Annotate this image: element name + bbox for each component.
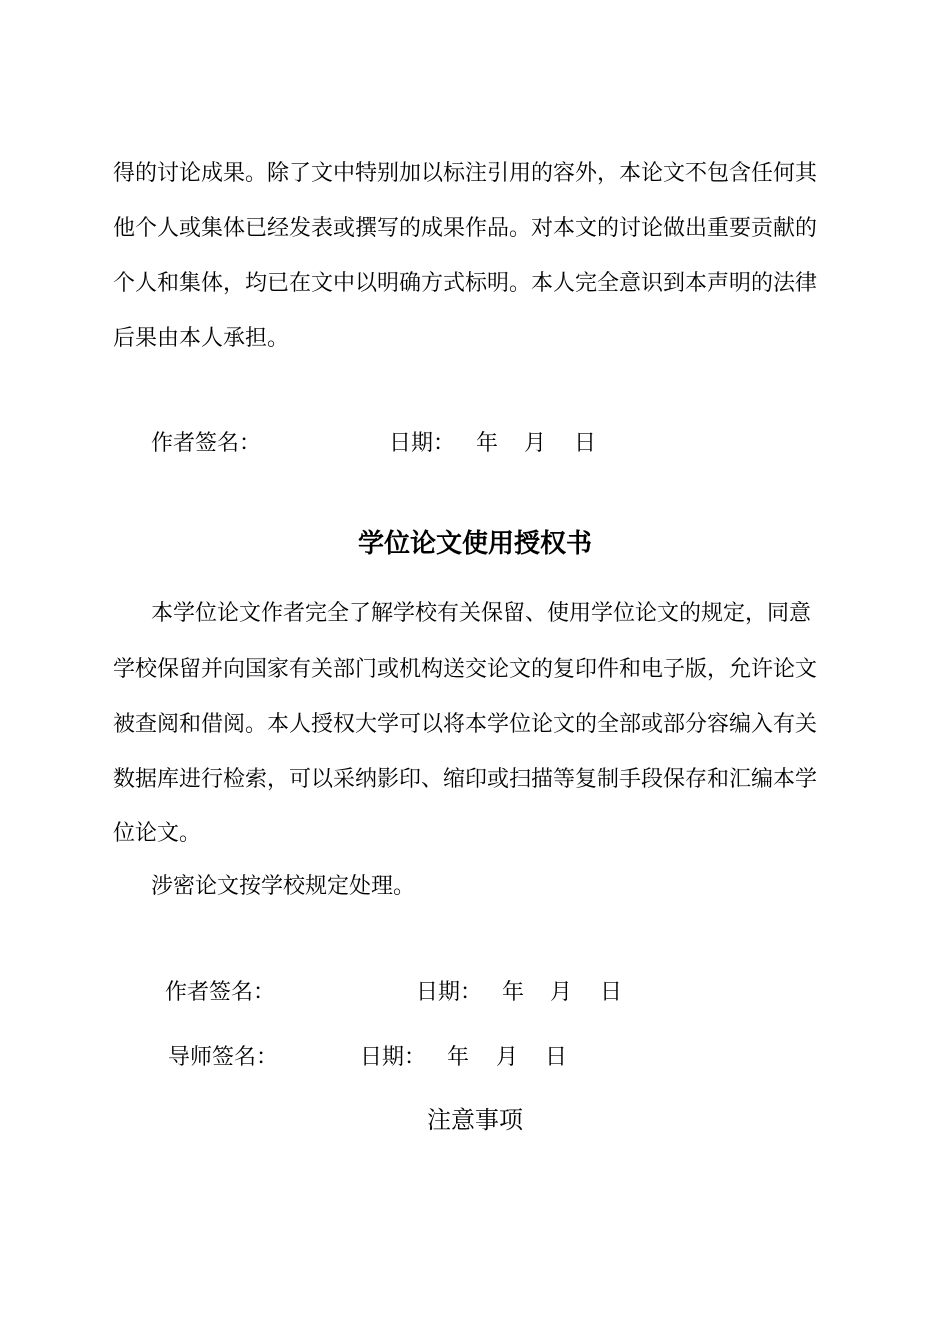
advisor-signature-label: 导师签名： — [168, 1045, 279, 1070]
advisor-date-year: 年 — [447, 1045, 470, 1070]
authorization-line-2: 学校保留并向国家有关部门或机构送交论文的复印件和电子版，允许论文 — [113, 657, 818, 682]
advisor-date-day: 日 — [545, 1045, 568, 1070]
authorization-author-date-year: 年 — [502, 980, 525, 1005]
authorization-author-date-month: 月 — [550, 980, 573, 1005]
declaration-author-signature-label: 作者签名： — [151, 431, 262, 456]
advisor-date-month: 月 — [496, 1045, 519, 1070]
declaration-line-1: 得的讨论成果。除了文中特别加以标注引用的容外，本论文不包含任何其 — [113, 161, 818, 186]
authorization-line-4: 数据库进行检索，可以采纳影印、缩印或扫描等复制手段保存和汇编本学 — [113, 767, 818, 792]
authorization-author-date-label: 日期： — [416, 980, 483, 1005]
declaration-line-3: 个人和集体，均已在文中以明确方式标明。本人完全意识到本声明的法律 — [113, 271, 818, 296]
declaration-date-day: 日 — [574, 431, 597, 456]
authorization-author-signature-label: 作者签名： — [165, 980, 276, 1005]
declaration-date-label: 日期： — [389, 431, 456, 456]
declaration-line-4: 后果由本人承担。 — [113, 326, 290, 351]
secret-thesis-note: 涉密论文按学校规定处理。 — [151, 874, 416, 899]
notes-heading: 注意事项 — [427, 1106, 523, 1134]
authorization-line-1: 本学位论文作者完全了解学校有关保留、使用学位论文的规定，同意 — [151, 601, 812, 626]
authorization-title: 学位论文使用授权书 — [357, 529, 592, 559]
advisor-date-label: 日期： — [360, 1045, 427, 1070]
authorization-author-date-day: 日 — [600, 980, 623, 1005]
authorization-line-3: 被查阅和借阅。本人授权大学可以将本学位论文的全部或部分容编入有关 — [113, 712, 818, 737]
declaration-date-year: 年 — [476, 431, 499, 456]
authorization-line-5: 位论文。 — [113, 821, 202, 846]
declaration-line-2: 他个人或集体已经发表或撰写的成果作品。对本文的讨论做出重要贡献的 — [113, 216, 818, 241]
declaration-date-month: 月 — [524, 431, 547, 456]
